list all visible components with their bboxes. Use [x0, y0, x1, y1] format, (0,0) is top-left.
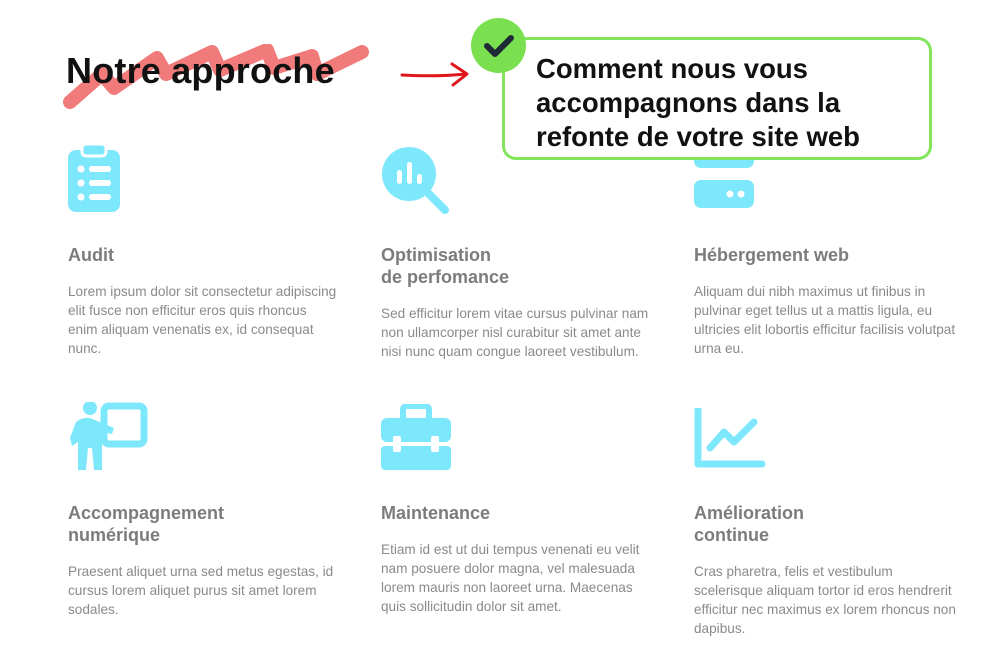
card-description: Praesent aliquet urna sed metus egestas, id cursus lorem aliquet purus sit amet lorem sodales.: [68, 564, 334, 617]
card-description: Cras pharetra, felis et vestibulum scelerisque aliquam tortor id eros hendrerit efficitur nec maximus ex lorem rhoncus non dapibus.: [694, 564, 956, 636]
card-title-line: Amélioration: [694, 503, 805, 523]
card-title-line: Maintenance: [381, 503, 491, 523]
section-heading: Notre approche: [66, 50, 335, 91]
card-title-line: continue: [694, 525, 769, 545]
card-title: [68, 502, 348, 546]
card-title: [694, 502, 974, 546]
checkmark-badge: [471, 18, 526, 73]
card-description: Etiam id est ut dui tempus venenati eu velit nam posuere dolor magna, vel malesuada lorem mauris non laoreet urna. Maecenas quis sollicitudin dolor sit amet.: [381, 542, 640, 614]
presenter-board-icon: [68, 402, 148, 472]
checkmark-icon: [471, 18, 526, 73]
callout-text: Comment nous vous accompagnons dans la refonte de votre site web: [536, 53, 860, 152]
line-chart-up-icon: [694, 408, 766, 472]
search-chart-icon: [381, 146, 453, 216]
clipboard-list-icon: [68, 144, 122, 214]
card-title-line: numérique: [68, 525, 161, 545]
right-arrow-icon: [400, 60, 472, 90]
card-title-line: de perfomance: [381, 267, 510, 287]
card-title: [381, 244, 661, 288]
card-description: Aliquam dui nibh maximus ut finibus in pulvinar eget tellus ut a mattis ligula, eu ultricies elit lobortis efficitur facilisis volutpat urna eu.: [694, 284, 956, 356]
card-title-line: Hébergement web: [694, 245, 850, 265]
card-description: Lorem ipsum dolor sit consectetur adipiscing elit fusce non efficitur eros quis rhoncus enim aliquam venenatis ex, id consequat nunc.: [68, 284, 337, 356]
card-description: Sed efficitur lorem vitae cursus pulvinar nam non ullamcorper nisl curabitur sit amet ante nisi nunc quam congue laoreet vestibulum.: [381, 306, 649, 359]
card-title: [381, 502, 661, 524]
callout-box: [502, 37, 932, 160]
toolbox-icon: [381, 404, 451, 470]
card-title: [694, 244, 974, 266]
card-title-line: Accompagnement: [68, 503, 225, 523]
card-title: [68, 244, 348, 266]
card-title-line: Optimisation: [381, 245, 492, 265]
card-title-line: Audit: [68, 245, 114, 265]
